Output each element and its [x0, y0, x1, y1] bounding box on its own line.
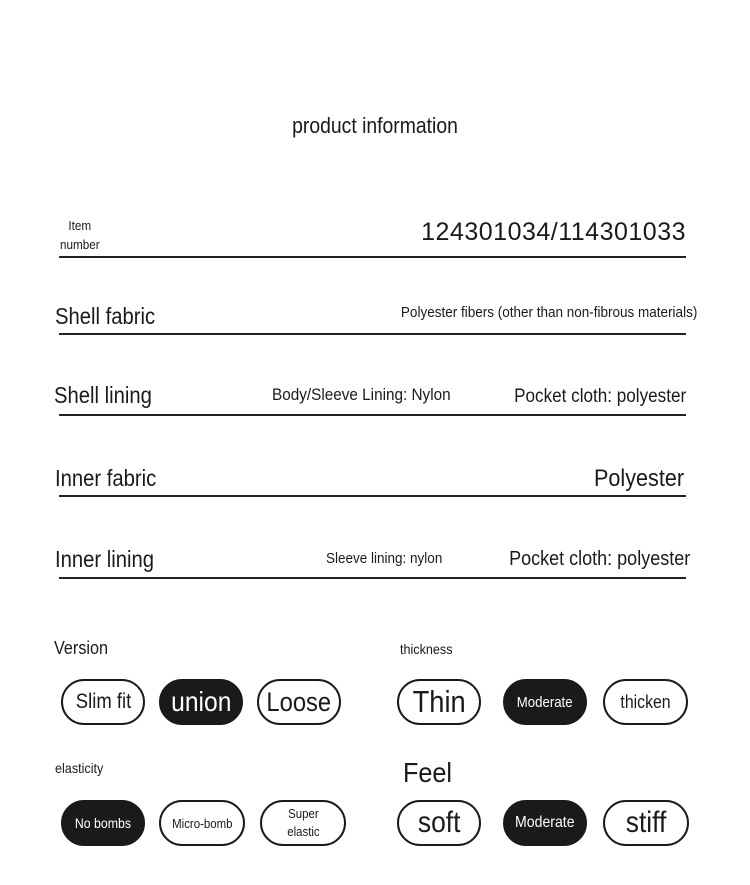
divider-inner-fabric [59, 495, 686, 497]
version-option-slim-fit[interactable] [61, 679, 145, 725]
elasticity-option-super-label: Super [287, 806, 319, 821]
feel-option-soft-label: soft [417, 806, 461, 839]
item-number-label-line2: number [60, 237, 100, 252]
elasticity-option-elastic-label: elastic [286, 824, 320, 839]
feel-option-moderate[interactable] [503, 800, 587, 846]
thickness-option-thin-label: Thin [412, 684, 466, 719]
feel-option-stiff[interactable] [603, 800, 689, 846]
elasticity-option-micro-bomb-label: Micro-bomb [171, 815, 233, 831]
inner-lining-label: Inner lining [55, 546, 155, 572]
divider-item [59, 256, 686, 258]
feel-option-moderate-label: Moderate [515, 814, 575, 831]
feel-option-soft[interactable] [397, 800, 481, 846]
inner-fabric-label: Inner fabric [55, 465, 157, 491]
feel-label: Feel [403, 757, 453, 788]
shell-lining-label: Shell lining [54, 382, 152, 408]
shell-fabric-label: Shell fabric [55, 303, 156, 329]
divider-shell-fabric [59, 333, 686, 335]
version-option-loose-label: Loose [266, 686, 332, 717]
shell-fabric-value: Polyester fibers (other than non-fibrous materials) [400, 304, 697, 321]
item-number-label [60, 216, 100, 254]
shell-lining-middle: Body/Sleeve Lining: Nylon [272, 385, 451, 404]
thickness-option-thin[interactable] [397, 679, 481, 725]
thickness-option-moderate[interactable] [503, 679, 587, 725]
thickness-option-moderate-label: Moderate [517, 693, 573, 711]
page-title: product information [292, 113, 458, 138]
elasticity-label: elasticity [55, 760, 104, 776]
inner-lining-value: Pocket cloth: polyester [508, 548, 690, 570]
elasticity-option-no-bombs-label: No bombs [74, 815, 132, 831]
thickness-option-thicken-label: thicken [620, 691, 671, 712]
feel-option-stiff-label: stiff [625, 806, 667, 839]
version-option-union[interactable] [159, 679, 243, 725]
item-number-label-line1: Item [68, 218, 92, 233]
inner-fabric-value: Polyester [593, 465, 684, 492]
version-option-union-label: union [170, 686, 232, 717]
divider-inner-lining [59, 577, 686, 579]
version-option-slim-fit-label: Slim fit [75, 690, 131, 713]
shell-lining-value: Pocket cloth: polyester [513, 386, 686, 407]
thickness-option-thicken[interactable] [603, 679, 688, 725]
elasticity-option-micro-bomb[interactable] [159, 800, 245, 846]
elasticity-option-no-bombs[interactable] [61, 800, 145, 846]
thickness-label: thickness [400, 641, 453, 657]
item-number-value: 124301034/114301033 [421, 218, 686, 246]
version-option-loose[interactable] [257, 679, 341, 725]
inner-lining-middle: Sleeve lining: nylon [326, 550, 443, 567]
version-label: Version [54, 638, 109, 658]
elasticity-option-super-elastic[interactable] [260, 800, 346, 846]
divider-shell-lining [59, 414, 686, 416]
